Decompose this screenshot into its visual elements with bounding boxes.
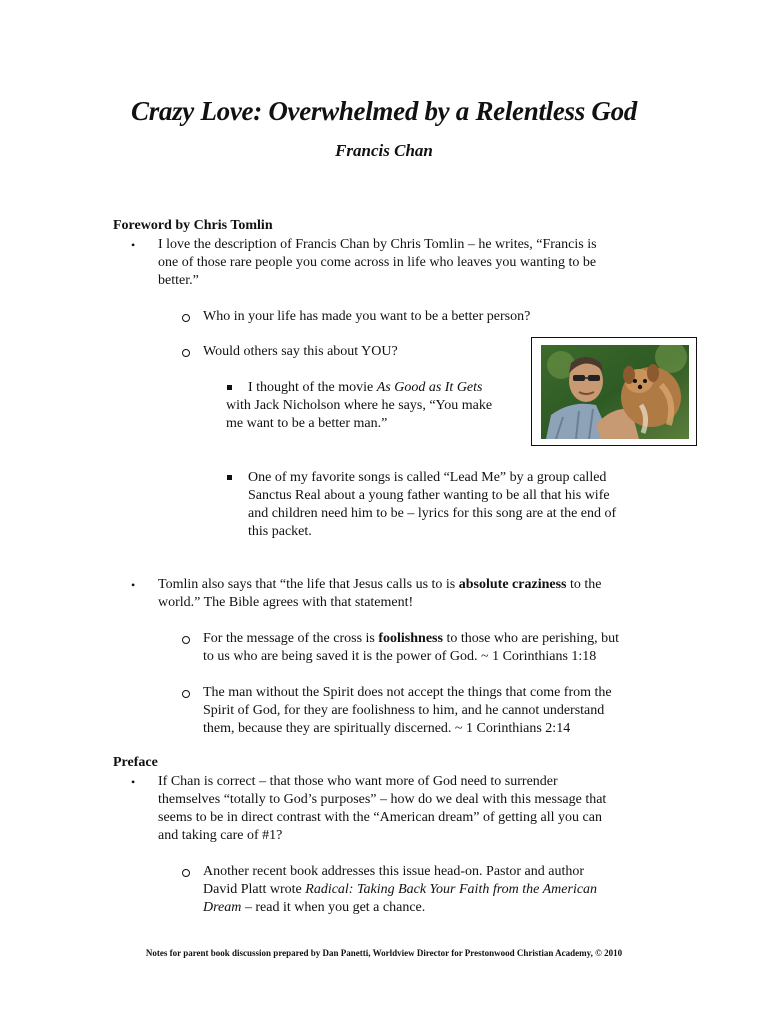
text-line: Dream – read it when you get a chance. xyxy=(203,900,426,915)
bold-phrase: foolishness xyxy=(378,631,443,646)
movie-photo-frame xyxy=(531,337,697,446)
text-line: them, because they are spiritually discerned. ~ 1 Corinthians 2:14 xyxy=(203,721,571,736)
square-bullet-icon xyxy=(227,475,232,480)
text-line: The man without the Spirit does not accept the things that come from the xyxy=(203,685,612,700)
bullet-dot: • xyxy=(131,238,136,252)
cross-verse xyxy=(203,630,619,666)
circle-bullet-icon xyxy=(182,869,190,877)
document-author: Francis Chan xyxy=(335,141,433,160)
bullet-dot: • xyxy=(131,775,136,789)
text-line: this packet. xyxy=(248,524,312,539)
text-line: with Jack Nicholson where he says, “You make xyxy=(226,398,493,413)
text-line: One of my favorite songs is called “Lead Me” by a group called xyxy=(248,470,607,485)
radical-book-note xyxy=(203,863,597,917)
preface-bullet-1 xyxy=(158,773,606,845)
text-line: For the message of the cross is foolishness to those who are perishing, but xyxy=(203,631,620,646)
text-line: to us who are being saved it is the power of God. ~ 1 Corinthians 1:18 xyxy=(203,649,597,664)
text-line: seems to be in direct contrast with the “American dream” of getting all you can xyxy=(158,810,602,825)
text-line: me want to be a better man.” xyxy=(226,416,388,431)
question-better-person: Who in your life has made you want to be a better person? xyxy=(203,309,531,324)
circle-bullet-icon xyxy=(182,636,190,644)
page-footer: Notes for parent book discussion prepared by Dan Panetti, Worldview Director for Prestonwood Christian Academy, © 2010 xyxy=(145,948,623,958)
text-line: If Chan is correct – that those who want more of God need to surrender xyxy=(158,774,558,789)
favorite-song-note xyxy=(248,469,616,541)
document-title: Crazy Love: Overwhelmed by a Relentless God xyxy=(130,96,637,126)
preface-heading: Preface xyxy=(113,755,158,770)
movie-photo xyxy=(541,345,689,439)
bullet-dot: • xyxy=(131,578,136,592)
text-line: better.” xyxy=(158,273,199,288)
question-others-say: Would others say this about YOU? xyxy=(203,344,398,359)
text-line: themselves “totally to God’s purposes” – how do we deal with this message that xyxy=(158,792,607,807)
foreword-heading: Foreword by Chris Tomlin xyxy=(113,218,273,233)
text-line: Spirit of God, for they are foolishness to him, and he cannot understand xyxy=(203,703,605,718)
man-with-dog-photo xyxy=(541,345,689,439)
text-line: and children need him to be – lyrics for this song are at the end of xyxy=(248,506,617,521)
bold-phrase: absolute craziness xyxy=(458,577,567,592)
circle-bullet-icon xyxy=(182,690,190,698)
spirit-verse xyxy=(203,684,612,738)
movie-title: As Good as It Gets xyxy=(376,380,483,395)
book-title: Radical: Taking Back Your Faith from the American xyxy=(305,882,598,897)
text-line: one of those rare people you come across in life who leaves you wanting to be xyxy=(158,255,597,270)
movie-quote xyxy=(226,379,492,433)
circle-bullet-icon xyxy=(182,314,190,322)
text-line: Sanctus Real about a young father wanting to be all that his wife xyxy=(248,488,610,503)
text-line: Tomlin also says that “the life that Jesus calls us to is absolute craziness to the xyxy=(158,577,602,592)
book-title: Dream xyxy=(203,900,242,915)
foreword-bullet-2 xyxy=(158,576,601,612)
text-line: I thought of the movie As Good as It Gets xyxy=(248,380,483,395)
text-line: David Platt wrote Radical: Taking Back Your Faith from the American xyxy=(203,882,598,897)
text-line: Another recent book addresses this issue head-on. Pastor and author xyxy=(203,864,585,879)
text-line: world.” The Bible agrees with that statement! xyxy=(158,595,414,610)
foreword-bullet-1 xyxy=(158,236,597,290)
text-line: I love the description of Francis Chan by Chris Tomlin – he writes, “Francis is xyxy=(158,237,597,252)
circle-bullet-icon xyxy=(182,349,190,357)
text-line: and taking care of #1? xyxy=(158,828,283,843)
